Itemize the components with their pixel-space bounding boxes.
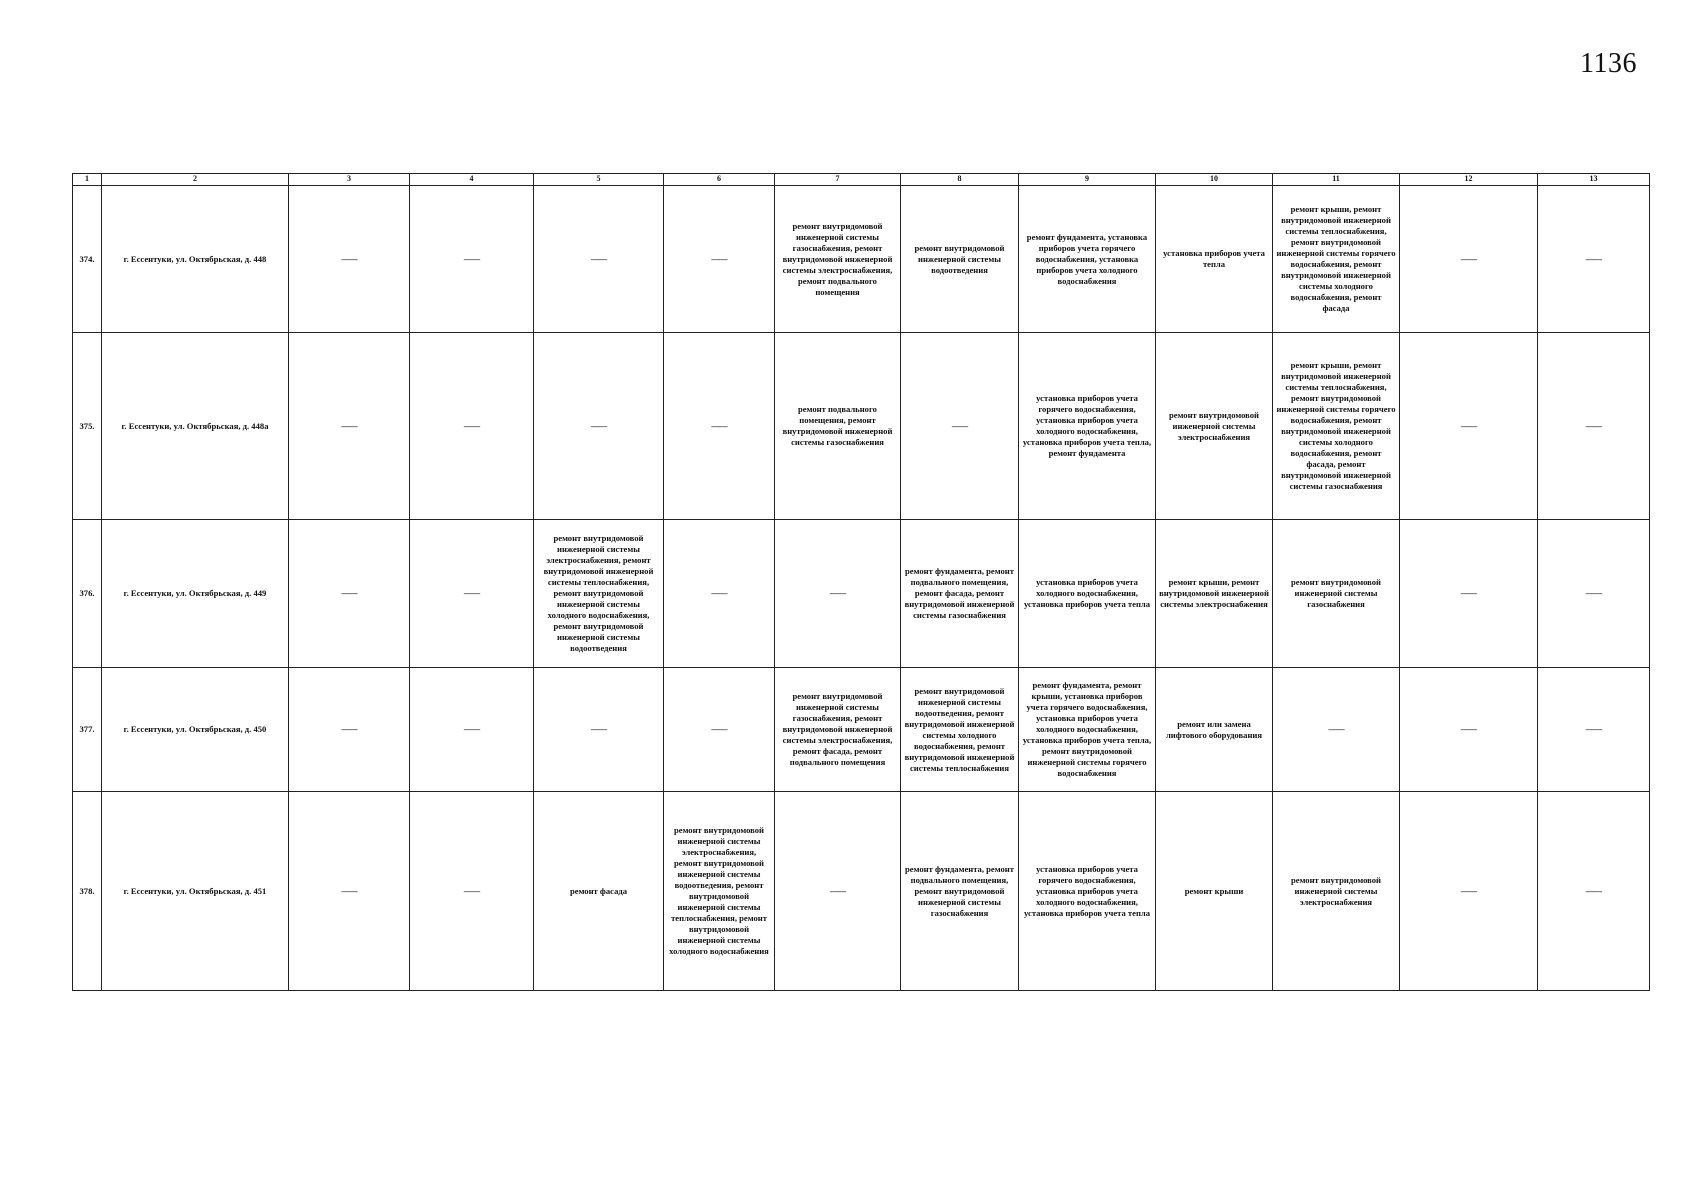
table-cell: ——: [289, 186, 410, 333]
table-cell: ремонт внутридомовой инженерной системы электроснабжения, ремонт внутридомовой инженерной системы водоотведения, ремонт внутридомовой инженерной системы теплоснабжения, ремонт внутридомовой инженерной системы холодного водоснабжения: [664, 792, 775, 991]
column-header: 6: [664, 174, 775, 186]
table-cell: ——: [664, 520, 775, 668]
table-cell: ——: [534, 333, 664, 520]
table-row: [73, 520, 1650, 668]
table-cell: ремонт внутридомовой инженерной системы электроснабжения: [1273, 792, 1400, 991]
table-cell: ——: [534, 668, 664, 792]
address-cell: г. Ессентуки, ул. Октябрьская, д. 448а: [102, 333, 289, 520]
table-cell: ремонт внутридомовой инженерной системы электроснабжения, ремонт внутридомовой инженерной системы теплоснабжения, ремонт внутридомовой инженерной системы холодного водоснабжения, ремонт внутридомовой инженерной системы водоотведения: [534, 520, 664, 668]
table-cell: ремонт фундамента, ремонт подвального помещения, ремонт внутридомовой инженерной системы газоснабжения: [901, 792, 1019, 991]
column-header: 11: [1273, 174, 1400, 186]
table-cell: ремонт крыши, ремонт внутридомовой инженерной системы теплоснабжения, ремонт внутридомовой инженерной системы горячего водоснабжения, ремонт внутридомовой инженерной системы холодного водоснабжения, ремонт фасада: [1273, 186, 1400, 333]
table-cell: ——: [1273, 668, 1400, 792]
table-cell: ремонт фундамента, установка приборов учета горячего водоснабжения, установка приборов учета холодного водоснабжения: [1019, 186, 1156, 333]
table-cell: ремонт фасада: [534, 792, 664, 991]
repair-schedule-table: [72, 173, 1650, 991]
column-header: 13: [1538, 174, 1650, 186]
table-cell: ——: [289, 792, 410, 991]
table-cell: ——: [664, 186, 775, 333]
table-cell: ремонт внутридомовой инженерной системы электроснабжения: [1156, 333, 1273, 520]
column-header: 4: [410, 174, 534, 186]
row-number: 377.: [73, 668, 102, 792]
column-header: 9: [1019, 174, 1156, 186]
table-cell: ——: [1400, 333, 1538, 520]
table-row: [73, 333, 1650, 520]
table-cell: ——: [289, 333, 410, 520]
table-cell: ——: [664, 333, 775, 520]
table-row: [73, 668, 1650, 792]
table-cell: ремонт внутридомовой инженерной системы газоснабжения: [1273, 520, 1400, 668]
column-header: 3: [289, 174, 410, 186]
table-cell: ——: [1538, 520, 1650, 668]
column-header: 12: [1400, 174, 1538, 186]
table-cell: ——: [775, 520, 901, 668]
page-number: 1136: [1580, 48, 1637, 79]
table-cell: ——: [410, 792, 534, 991]
table-cell: ——: [410, 186, 534, 333]
table-cell: ——: [410, 520, 534, 668]
table-cell: ——: [289, 520, 410, 668]
table-cell: ——: [1538, 792, 1650, 991]
column-header: 10: [1156, 174, 1273, 186]
table-cell: установка приборов учета холодного водоснабжения, установка приборов учета тепла: [1019, 520, 1156, 668]
column-header: 7: [775, 174, 901, 186]
column-header: 5: [534, 174, 664, 186]
table-cell: ремонт подвального помещения, ремонт внутридомовой инженерной системы газоснабжения: [775, 333, 901, 520]
table-cell: ремонт фундамента, ремонт подвального помещения, ремонт фасада, ремонт внутридомовой инженерной системы газоснабжения: [901, 520, 1019, 668]
table-cell: ремонт или замена лифтового оборудования: [1156, 668, 1273, 792]
table-cell: ——: [664, 668, 775, 792]
table-cell: ——: [1400, 668, 1538, 792]
row-number: 376.: [73, 520, 102, 668]
table-cell: установка приборов учета горячего водоснабжения, установка приборов учета холодного водоснабжения, установка приборов учета тепла, ремонт фундамента: [1019, 333, 1156, 520]
address-cell: г. Ессентуки, ул. Октябрьская, д. 448: [102, 186, 289, 333]
address-cell: г. Ессентуки, ул. Октябрьская, д. 449: [102, 520, 289, 668]
table-cell: ——: [1538, 186, 1650, 333]
column-header: 1: [73, 174, 102, 186]
address-cell: г. Ессентуки, ул. Октябрьская, д. 451: [102, 792, 289, 991]
column-header: 8: [901, 174, 1019, 186]
table-cell: ——: [1400, 186, 1538, 333]
table-cell: ——: [410, 668, 534, 792]
table-cell: установка приборов учета горячего водоснабжения, установка приборов учета холодного водоснабжения, установка приборов учета тепла: [1019, 792, 1156, 991]
table-cell: ——: [1400, 520, 1538, 668]
table-cell: ——: [410, 333, 534, 520]
table-cell: ——: [901, 333, 1019, 520]
table-row: [73, 186, 1650, 333]
row-number: 375.: [73, 333, 102, 520]
table-cell: ремонт внутридомовой инженерной системы газоснабжения, ремонт внутридомовой инженерной системы электроснабжения, ремонт подвального помещения: [775, 186, 901, 333]
table-cell: ремонт внутридомовой инженерной системы водоотведения: [901, 186, 1019, 333]
table-cell: ——: [775, 792, 901, 991]
column-header: 2: [102, 174, 289, 186]
row-number: 374.: [73, 186, 102, 333]
table-cell: установка приборов учета тепла: [1156, 186, 1273, 333]
table-cell: ——: [1400, 792, 1538, 991]
table-cell: ремонт внутридомовой инженерной системы газоснабжения, ремонт внутридомовой инженерной системы электроснабжения, ремонт фасада, ремонт подвального помещения: [775, 668, 901, 792]
address-cell: г. Ессентуки, ул. Октябрьская, д. 450: [102, 668, 289, 792]
table-cell: ремонт крыши, ремонт внутридомовой инженерной системы теплоснабжения, ремонт внутридомовой инженерной системы горячего водоснабжения, ремонт внутридомовой инженерной системы холодного водоснабжения, ремонт фасада, ремонт внутридомовой инженерной системы газоснабжения: [1273, 333, 1400, 520]
table-cell: ——: [1538, 668, 1650, 792]
table-row: [73, 792, 1650, 991]
table-cell: ремонт крыши: [1156, 792, 1273, 991]
row-number: 378.: [73, 792, 102, 991]
table-cell: ——: [1538, 333, 1650, 520]
table-cell: ремонт фундамента, ремонт крыши, установка приборов учета горячего водоснабжения, установка приборов учета холодного водоснабжения, установка приборов учета тепла, ремонт внутридомовой инженерной системы горячего водоснабжения: [1019, 668, 1156, 792]
table-cell: ремонт внутридомовой инженерной системы водоотведения, ремонт внутридомовой инженерной системы холодного водоснабжения, ремонт внутридомовой инженерной системы теплоснабжения: [901, 668, 1019, 792]
table-cell: ремонт крыши, ремонт внутридомовой инженерной системы электроснабжения: [1156, 520, 1273, 668]
table-cell: ——: [289, 668, 410, 792]
table-cell: ——: [534, 186, 664, 333]
column-number-row: [73, 174, 1650, 186]
